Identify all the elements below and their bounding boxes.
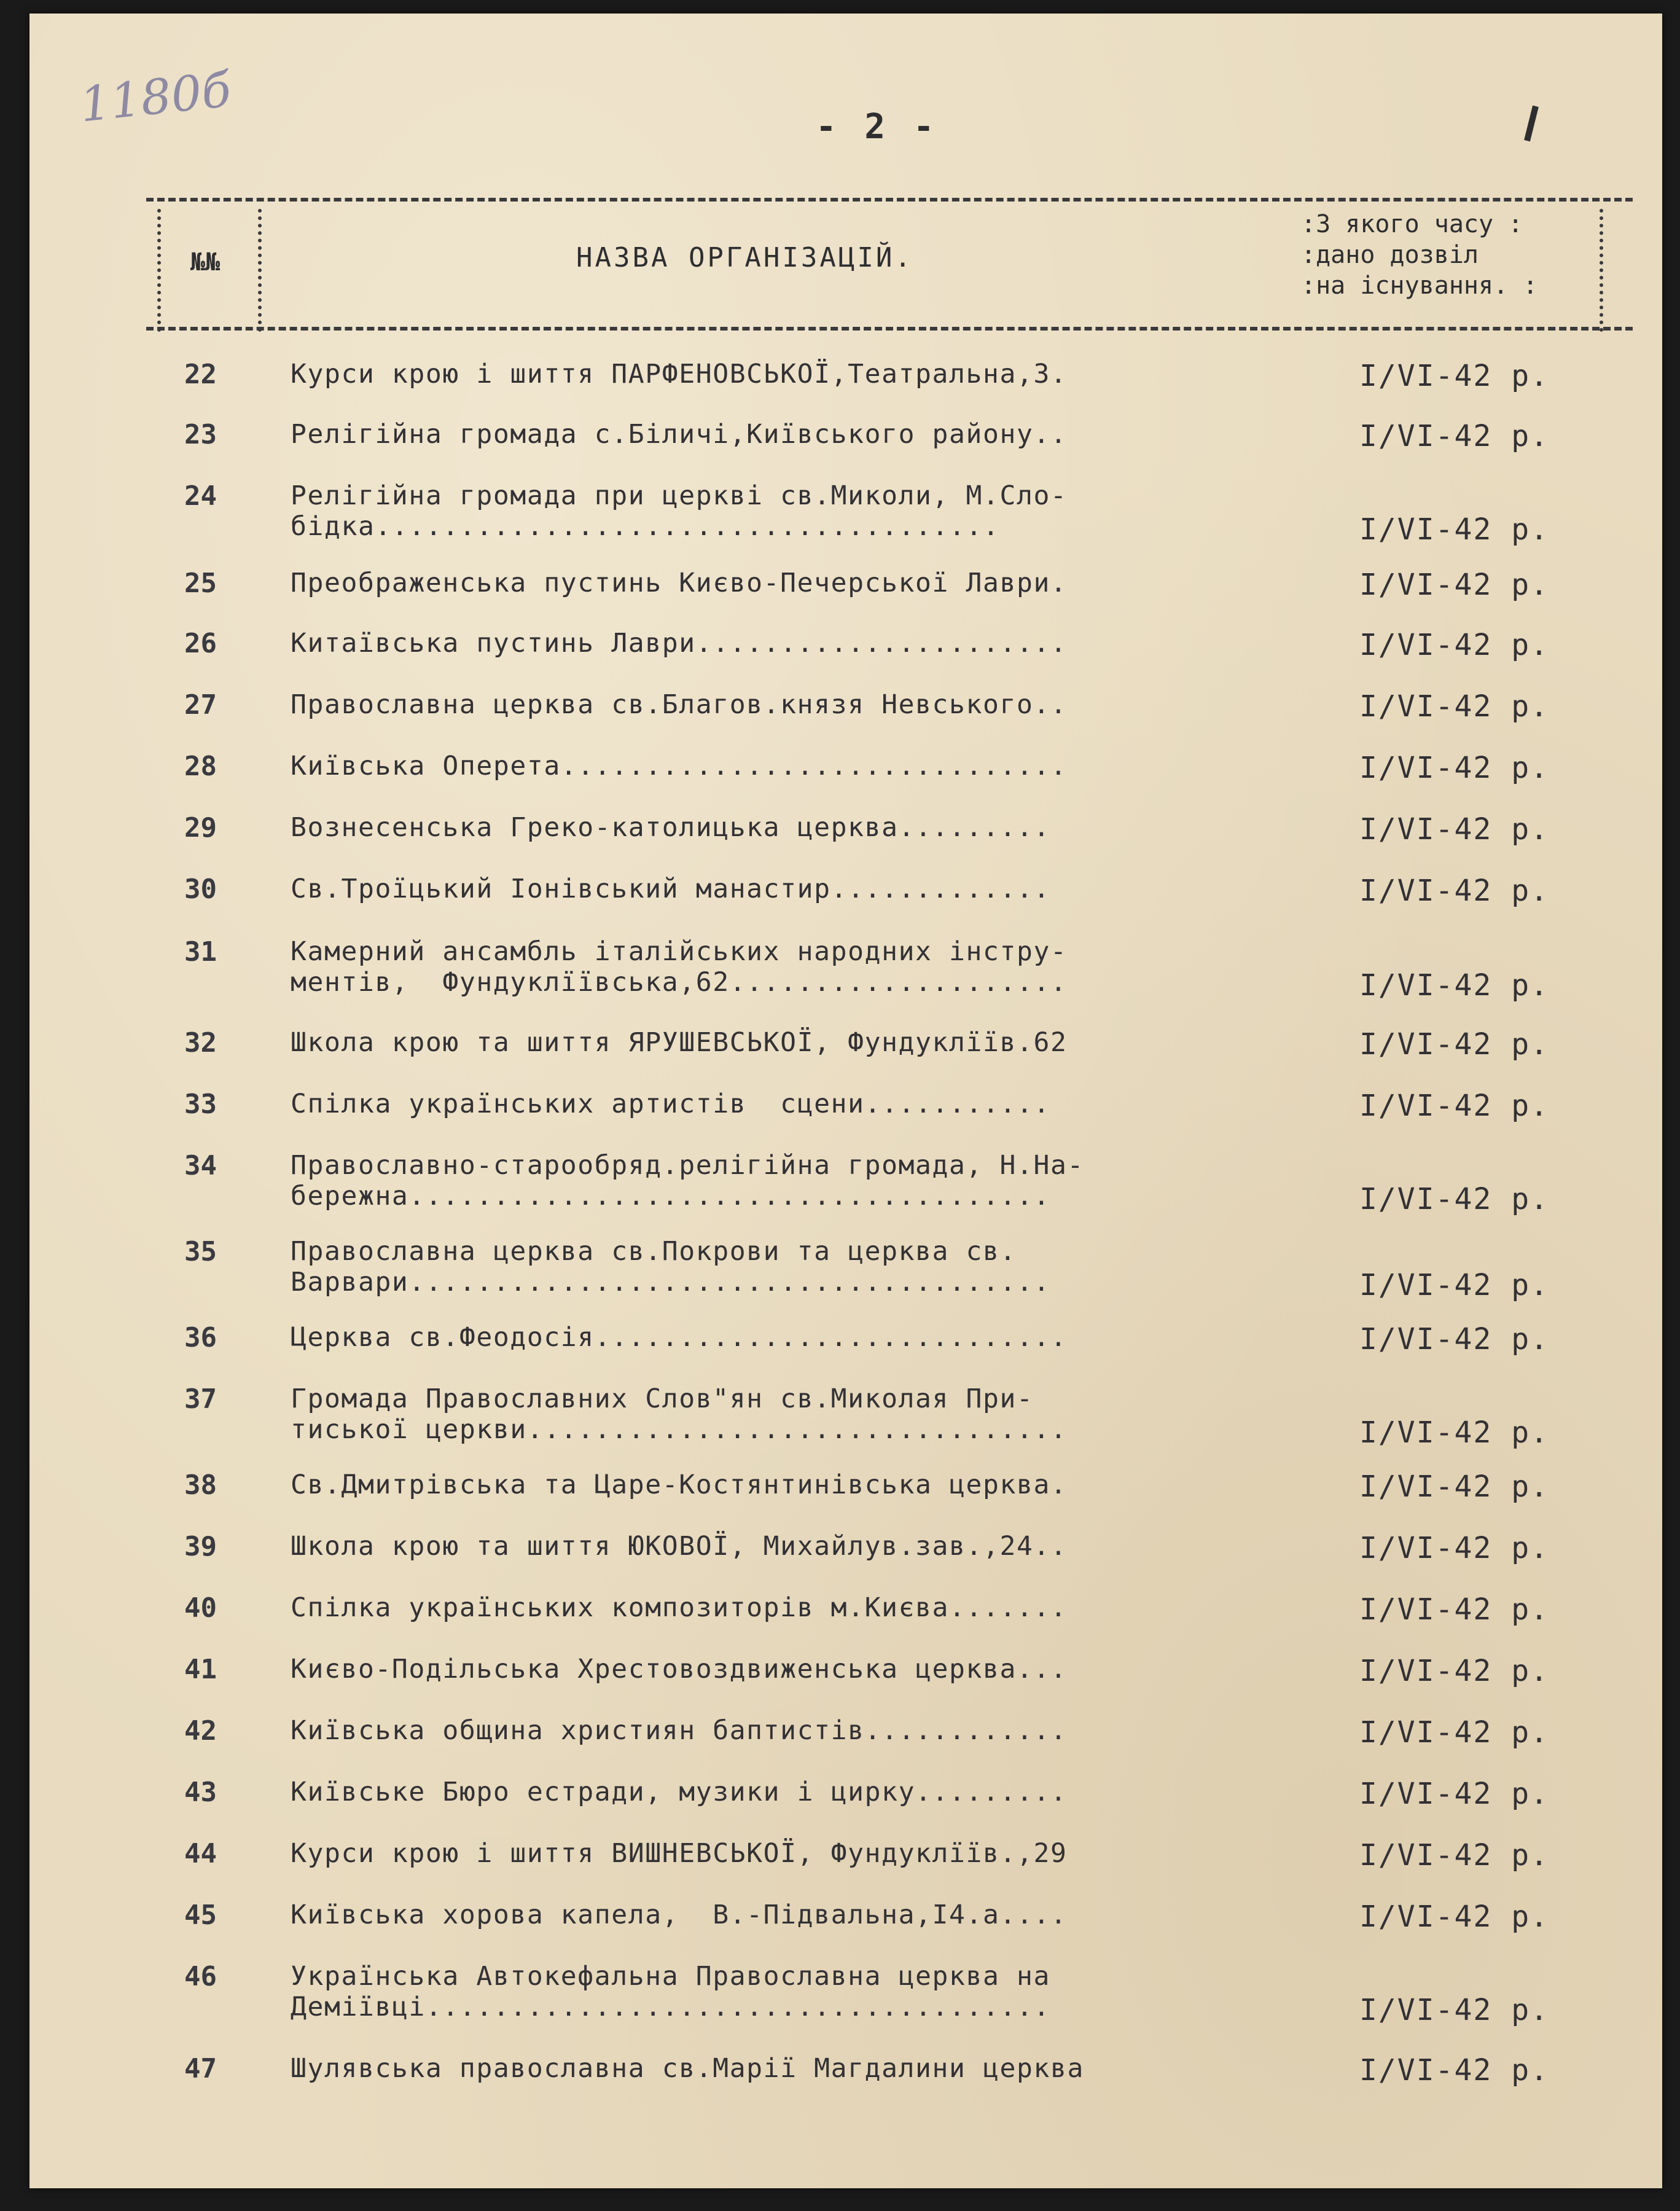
row-number: 38: [184, 1469, 217, 1501]
organization-name-line: ментів, Фундуклїївська,62....................: [291, 967, 1068, 998]
permit-date: I/VI-42 р.: [1359, 628, 1549, 662]
row-number: 46: [184, 1961, 217, 1992]
organization-name-line: Св.Дмитрівська та Царе-Костянтинівська церква.: [291, 1469, 1068, 1500]
organization-name: [291, 480, 1298, 542]
organization-name: [291, 874, 1298, 904]
organization-name-line: Київська община християн баптистів............: [291, 1715, 1068, 1746]
row-number: 37: [184, 1383, 217, 1415]
row-number: 23: [184, 419, 217, 450]
permit-date: I/VI-42 р.: [1359, 1900, 1549, 1934]
permit-date: I/VI-42 р.: [1359, 968, 1549, 1003]
permit-date: I/VI-42 р.: [1359, 419, 1549, 453]
organization-name: [291, 1777, 1298, 1807]
organization-name: [291, 1900, 1298, 1930]
header-bottom-rule: [146, 327, 1633, 331]
organization-name-line: Спілка українських артистів сцени...........: [291, 1089, 1050, 1119]
organization-name: [291, 1322, 1298, 1353]
organization-name-line: Варвари......................................: [291, 1267, 1050, 1297]
page-number: - 2 -: [816, 107, 938, 147]
organization-name-line: Спілка українських композиторів м.Києва.......: [291, 1592, 1068, 1623]
organization-name-line: Шулявська православна св.Марії Магдалини церква: [291, 2053, 1084, 2084]
organization-name-line: тиської церкви................................: [291, 1414, 1068, 1445]
row-number: 47: [184, 2053, 217, 2084]
row-number: 39: [184, 1531, 217, 1562]
document-page: [29, 14, 1662, 2188]
organization-name-line: Київська хорова капела, В.-Підвальна,І4.а....: [291, 1900, 1068, 1930]
permit-date: I/VI-42 р.: [1359, 1089, 1549, 1123]
organization-name: [291, 1531, 1298, 1562]
permit-date: I/VI-42 р.: [1359, 1838, 1549, 1873]
row-number: 35: [184, 1236, 217, 1267]
column-separator: [157, 209, 161, 332]
organization-name-line: Преображенська пустинь Києво-Печерської Лаври.: [291, 568, 1068, 598]
organization-name-line: Вознесенська Греко-католицька церква.........: [291, 812, 1050, 843]
row-number: 22: [184, 359, 217, 390]
permit-date: I/VI-42 р.: [1359, 1531, 1549, 1565]
row-number: 45: [184, 1900, 217, 1931]
permit-date: I/VI-42 р.: [1359, 1777, 1549, 1811]
row-number: 24: [184, 480, 217, 512]
header-permit-date: [1301, 209, 1608, 301]
organization-name: [291, 1383, 1298, 1445]
organization-name: [291, 2053, 1298, 2084]
row-number: 41: [184, 1654, 217, 1685]
organization-name: [291, 751, 1298, 781]
organization-name: [291, 568, 1298, 598]
organization-name-line: Курси крою і шиття ВИШНЕВСЬКОЇ, Фундуклїїв.,29: [291, 1838, 1068, 1869]
organization-name: [291, 1469, 1298, 1500]
permit-date: I/VI-42 р.: [1359, 568, 1549, 602]
organization-name-line: Київська Оперета..............................: [291, 751, 1068, 781]
organization-name: [291, 1089, 1298, 1119]
permit-date: I/VI-42 р.: [1359, 689, 1549, 724]
organization-name: [291, 936, 1298, 998]
organization-name: [291, 359, 1298, 389]
organization-name: [291, 1654, 1298, 1685]
organization-name-line: бідка.....................................: [291, 511, 1000, 542]
row-number: 42: [184, 1715, 217, 1747]
row-number: 40: [184, 1592, 217, 1624]
row-number: 25: [184, 568, 217, 599]
organization-name: [291, 1236, 1298, 1297]
row-number: 36: [184, 1322, 217, 1353]
ink-mark: [1524, 106, 1539, 142]
organization-name: [291, 1027, 1298, 1058]
row-number: 27: [184, 689, 217, 721]
permit-date: I/VI-42 р.: [1359, 1322, 1549, 1356]
archive-number: 1180б: [77, 62, 234, 133]
permit-date: I/VI-42 р.: [1359, 751, 1549, 785]
organization-name-line: Школа крою та шиття ЯРУШЕВСЬКОЇ, Фундуклїїв.62: [291, 1027, 1068, 1058]
permit-date: I/VI-42 р.: [1359, 1268, 1549, 1302]
organization-name: [291, 1715, 1298, 1746]
row-number: 43: [184, 1777, 217, 1808]
permit-date: I/VI-42 р.: [1359, 1415, 1549, 1450]
permit-date: I/VI-42 р.: [1359, 1027, 1549, 1062]
organization-name-line: Києво-Подільська Хрестовоздвиженська церква...: [291, 1654, 1068, 1685]
organization-name: [291, 812, 1298, 843]
organization-name-line: Православна церква св.Покрови та церква св.: [291, 1236, 1017, 1267]
row-number: 32: [184, 1027, 217, 1059]
organization-name-line: Громада Православних Слов"ян св.Миколая При-: [291, 1383, 1034, 1414]
permit-date: I/VI-42 р.: [1359, 1592, 1549, 1627]
organization-name-line: бережна......................................: [291, 1181, 1050, 1211]
permit-date: I/VI-42 р.: [1359, 1715, 1549, 1750]
organization-name-line: Деміївці.....................................: [291, 1992, 1050, 2022]
organization-name: [291, 628, 1298, 659]
row-number: 31: [184, 936, 217, 968]
row-number: 26: [184, 628, 217, 659]
header-permit-line: :З якого часу :: [1301, 210, 1523, 238]
organization-name: [291, 689, 1298, 720]
organization-name-line: Київське Бюро естради, музики і цирку.........: [291, 1777, 1068, 1807]
organization-name: [291, 1150, 1298, 1211]
permit-date: I/VI-42 р.: [1359, 1182, 1549, 1216]
organization-name-line: Православно-старообряд.релігійна громада, Н.На-: [291, 1150, 1084, 1181]
permit-date: I/VI-42 р.: [1359, 1654, 1549, 1688]
organization-name-line: Св.Троїцький Іонівський манастир.............: [291, 874, 1050, 904]
organization-name: [291, 1961, 1298, 2022]
header-permit-line: :на існування. :: [1301, 272, 1538, 300]
header-permit-line: :дано дозвіл: [1301, 241, 1479, 269]
row-number: 33: [184, 1089, 217, 1120]
header-number: №№: [190, 248, 221, 276]
row-number: 44: [184, 1838, 217, 1869]
organization-name: [291, 1592, 1298, 1623]
column-separator: [258, 209, 262, 332]
organization-name-line: Китаївська пустинь Лаври......................: [291, 628, 1068, 659]
row-number: 30: [184, 874, 217, 905]
organization-name: [291, 419, 1298, 450]
header-organization-name: НАЗВА ОРГАНІЗАЦІЙ.: [576, 242, 913, 273]
permit-date: I/VI-42 р.: [1359, 2053, 1549, 2088]
row-number: 29: [184, 812, 217, 843]
permit-date: I/VI-42 р.: [1359, 874, 1549, 908]
organization-name: [291, 1838, 1298, 1869]
organization-name-line: Курси крою і шиття ПАРФЕНОВСЬКОЇ,Театральна,3.: [291, 359, 1068, 389]
row-number: 34: [184, 1150, 217, 1181]
permit-date: I/VI-42 р.: [1359, 512, 1549, 547]
organization-name-line: Українська Автокефальна Православна церква на: [291, 1961, 1050, 1992]
header-top-rule: [146, 198, 1633, 202]
organization-name-line: Православна церква св.Благов.князя Невського..: [291, 689, 1068, 720]
organization-name-line: Церква св.Феодосія............................: [291, 1322, 1068, 1353]
row-number: 28: [184, 751, 217, 782]
organization-name-line: Релігійна громада при церкві св.Миколи, М.Сло-: [291, 480, 1068, 511]
organization-name-line: Камерний ансамбль італійських народних інстру-: [291, 936, 1068, 967]
permit-date: I/VI-42 р.: [1359, 1469, 1549, 1504]
organization-name-line: Школа крою та шиття ЮКОВОЇ, Михайлув.зав.,24..: [291, 1531, 1068, 1562]
permit-date: I/VI-42 р.: [1359, 359, 1549, 393]
organization-name-line: Релігійна громада с.Біличі,Київського району..: [291, 419, 1068, 450]
permit-date: I/VI-42 р.: [1359, 812, 1549, 847]
permit-date: I/VI-42 р.: [1359, 1993, 1549, 2027]
